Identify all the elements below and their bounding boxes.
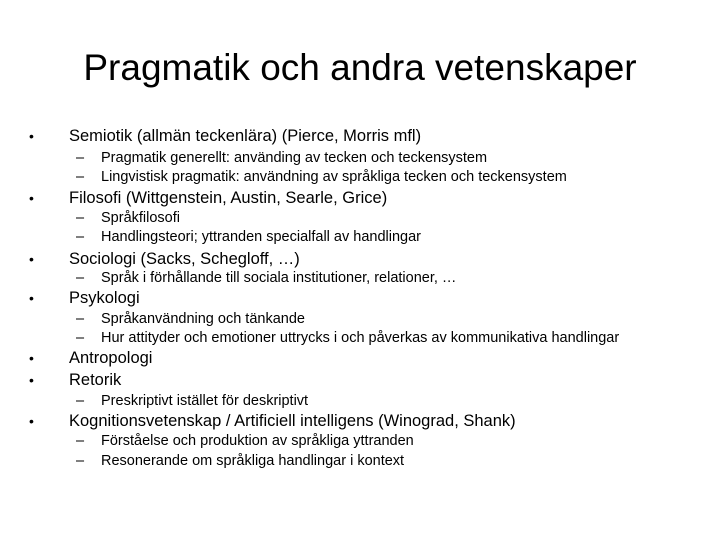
sub-item-text: Språk i förhållande till sociala institutioner, relationer, … — [101, 270, 457, 286]
sub-item-text: Språkanvändning och tänkande — [101, 311, 305, 327]
bullet-text: Psykologi — [69, 289, 140, 307]
slide-title: Pragmatik och andra vetenskaper — [83, 47, 637, 88]
sub-item-text: Språkfilosofi — [101, 210, 180, 226]
bullet-text: Kognitionsvetenskap / Artificiell intelligens (Winograd, Shank) — [69, 412, 516, 430]
bullet-icon: • — [29, 190, 34, 206]
dash-icon: – — [76, 169, 85, 185]
sub-item-text: Handlingsteori; yttranden specialfall av handlingar — [101, 229, 421, 245]
dash-icon: – — [76, 453, 85, 469]
dash-icon: – — [76, 150, 85, 166]
bullet-icon: • — [29, 290, 34, 306]
dash-icon: – — [76, 330, 85, 346]
bullet-text: Sociologi (Sacks, Schegloff, …) — [69, 250, 300, 268]
sub-item-text: Resonerande om språkliga handlingar i kontext — [101, 453, 405, 469]
sub-item-text: Lingvistisk pragmatik: användning av språkliga tecken och teckensystem — [101, 169, 567, 185]
bullet-text: Antropologi — [69, 349, 153, 367]
dash-icon: – — [76, 433, 85, 449]
bullet-text: Retorik — [69, 371, 122, 389]
bullet-icon: • — [29, 350, 34, 366]
bullet-icon: • — [29, 372, 34, 388]
dash-icon: – — [76, 210, 85, 226]
bullet-icon: • — [29, 128, 34, 144]
bullet-text: Filosofi (Wittgenstein, Austin, Searle, Grice) — [69, 189, 388, 207]
sub-item-text: Hur attityder och emotioner uttrycks i och påverkas av kommunikativa handlingar — [101, 330, 620, 346]
dash-icon: – — [76, 270, 85, 286]
dash-icon: – — [76, 229, 85, 245]
dash-icon: – — [76, 311, 85, 327]
bullet-text: Semiotik (allmän teckenlära) (Pierce, Morris mfl) — [69, 127, 422, 145]
sub-item-text: Pragmatik generellt: använding av tecken och teckensystem — [101, 150, 488, 166]
bullet-icon: • — [29, 251, 34, 267]
sub-item-text: Preskriptivt istället för deskriptivt — [101, 393, 309, 409]
bullet-icon: • — [29, 413, 34, 429]
sub-item-text: Förståelse och produktion av språkliga yttranden — [101, 433, 414, 449]
dash-icon: – — [76, 393, 85, 409]
